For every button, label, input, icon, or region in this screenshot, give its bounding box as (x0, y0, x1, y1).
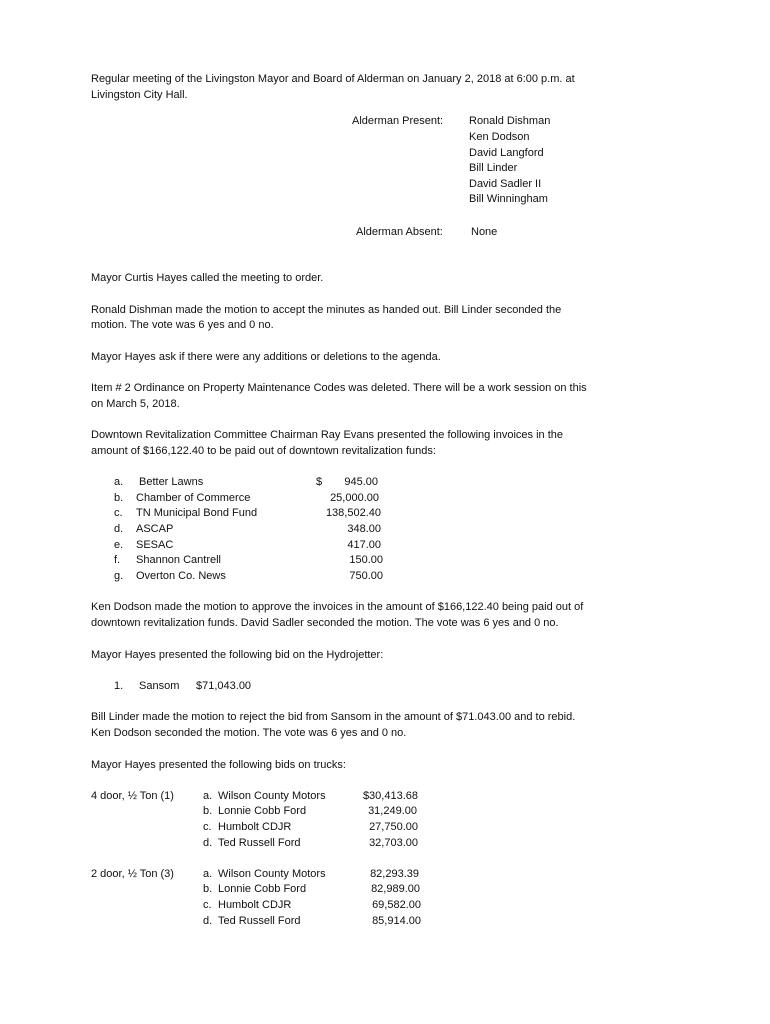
hydrojetter-number: 1. (114, 680, 124, 692)
invoice-letter: d. (114, 523, 124, 535)
truck-bid-amount: $30,413.68 (362, 790, 418, 802)
present-label: Alderman Present: (352, 115, 444, 127)
truck-bid-letter: b. (203, 805, 213, 817)
invoice-letter: e. (114, 539, 124, 551)
invoice-amount: 417.00 (347, 539, 381, 551)
paragraph-trucks: Mayor Hayes presented the following bids on trucks: (91, 759, 346, 771)
absent-value: None (471, 226, 498, 238)
paragraph-item-deleted-line-1: Item # 2 Ordinance on Property Maintenance Codes was deleted. There will be a work session on this (91, 382, 587, 394)
invoice-amount: 25,000.00 (330, 492, 379, 504)
paragraph-reject-line-1: Bill Linder made the motion to reject the bid from Sansom in the amount of $71.043.00 and to rebid. (91, 711, 576, 723)
truck-bid-vendor: Ted Russell Ford (218, 837, 301, 849)
invoice-amount: 750.00 (349, 570, 383, 582)
header-line-2: Livingston City Hall. (91, 89, 188, 101)
invoice-amount: 348.00 (347, 523, 381, 535)
truck-group-label: 2 door, ½ Ton (3) (91, 868, 174, 880)
invoice-name: Better Lawns (139, 476, 204, 488)
invoice-amount: 150.00 (349, 554, 383, 566)
truck-bid-letter: a. (203, 790, 213, 802)
invoice-letter: f. (114, 554, 121, 566)
truck-bid-letter: d. (203, 915, 213, 927)
header-line-1: Regular meeting of the Livingston Mayor and Board of Alderman on January 2, 2018 at 6:00 p.m. at (91, 73, 575, 85)
present-member: David Sadler II (469, 178, 542, 190)
truck-bid-amount: 69,582.00 (372, 899, 421, 911)
paragraph-agenda: Mayor Hayes ask if there were any additions or deletions to the agenda. (91, 351, 441, 363)
present-member: Bill Winningham (469, 193, 548, 205)
invoice-currency: $ (316, 476, 323, 488)
invoice-name: Overton Co. News (136, 570, 226, 582)
truck-bid-letter: b. (203, 883, 213, 895)
paragraph-call-to-order: Mayor Curtis Hayes called the meeting to order. (91, 272, 324, 284)
present-member: David Langford (469, 147, 544, 159)
truck-bid-vendor: Ted Russell Ford (218, 915, 301, 927)
truck-bid-vendor: Humbolt CDJR (218, 899, 292, 911)
paragraph-invoices-line-2: amount of $166,122.40 to be paid out of downtown revitalization funds: (91, 445, 436, 457)
invoice-name: Shannon Cantrell (136, 554, 222, 566)
truck-bid-amount: 85,914.00 (372, 915, 421, 927)
invoice-letter: c. (114, 507, 123, 519)
invoice-amount: 945.00 (344, 476, 378, 488)
truck-bid-amount: 82,293.39 (370, 868, 419, 880)
present-member: Ken Dodson (469, 131, 530, 143)
present-member: Bill Linder (469, 162, 518, 174)
truck-bid-amount: 32,703.00 (369, 837, 418, 849)
invoice-name: SESAC (136, 539, 174, 551)
truck-bid-vendor: Wilson County Motors (218, 790, 326, 802)
paragraph-minutes-line-2: motion. The vote was 6 yes and 0 no. (91, 319, 274, 331)
paragraph-approve-line-2: downtown revitalization funds. David Sadler seconded the motion. The vote was 6 yes and 0 no. (91, 617, 559, 629)
paragraph-approve-line-1: Ken Dodson made the motion to approve the invoices in the amount of $166,122.40 being paid out of (91, 601, 584, 613)
invoice-amount: 138,502.40 (325, 507, 381, 519)
paragraph-reject-line-2: Ken Dodson seconded the motion. The vote was 6 yes and 0 no. (91, 727, 407, 739)
absent-label: Alderman Absent: (356, 226, 443, 238)
invoice-letter: g. (114, 570, 124, 582)
truck-bid-letter: a. (203, 868, 213, 880)
paragraph-invoices-line-1: Downtown Revitalization Committee Chairman Ray Evans presented the following invoices in the (91, 429, 564, 441)
present-member: Ronald Dishman (469, 115, 551, 127)
paragraph-hydrojetter: Mayor Hayes presented the following bid on the Hydrojetter: (91, 649, 384, 661)
truck-bid-vendor: Lonnie Cobb Ford (218, 883, 307, 895)
invoice-letter: b. (114, 492, 124, 504)
truck-bid-vendor: Humbolt CDJR (218, 821, 292, 833)
truck-bid-vendor: Wilson County Motors (218, 868, 326, 880)
truck-bid-letter: d. (203, 837, 213, 849)
invoice-name: ASCAP (136, 523, 174, 535)
truck-bid-amount: 27,750.00 (369, 821, 418, 833)
hydrojetter-amount: $71,043.00 (196, 680, 252, 692)
truck-bid-vendor: Lonnie Cobb Ford (218, 805, 307, 817)
invoice-name: TN Municipal Bond Fund (136, 507, 258, 519)
paragraph-item-deleted-line-2: on March 5, 2018. (91, 398, 180, 410)
truck-bid-amount: 31,249.00 (368, 805, 417, 817)
invoice-name: Chamber of Commerce (136, 492, 251, 504)
truck-bid-letter: c. (203, 899, 212, 911)
truck-bid-amount: 82,989.00 (371, 883, 420, 895)
truck-group-label: 4 door, ½ Ton (1) (91, 790, 174, 802)
invoice-letter: a. (114, 476, 124, 488)
truck-bid-letter: c. (203, 821, 212, 833)
paragraph-minutes-line-1: Ronald Dishman made the motion to accept the minutes as handed out. Bill Linder seconded the (91, 304, 562, 316)
hydrojetter-vendor: Sansom (139, 680, 180, 692)
